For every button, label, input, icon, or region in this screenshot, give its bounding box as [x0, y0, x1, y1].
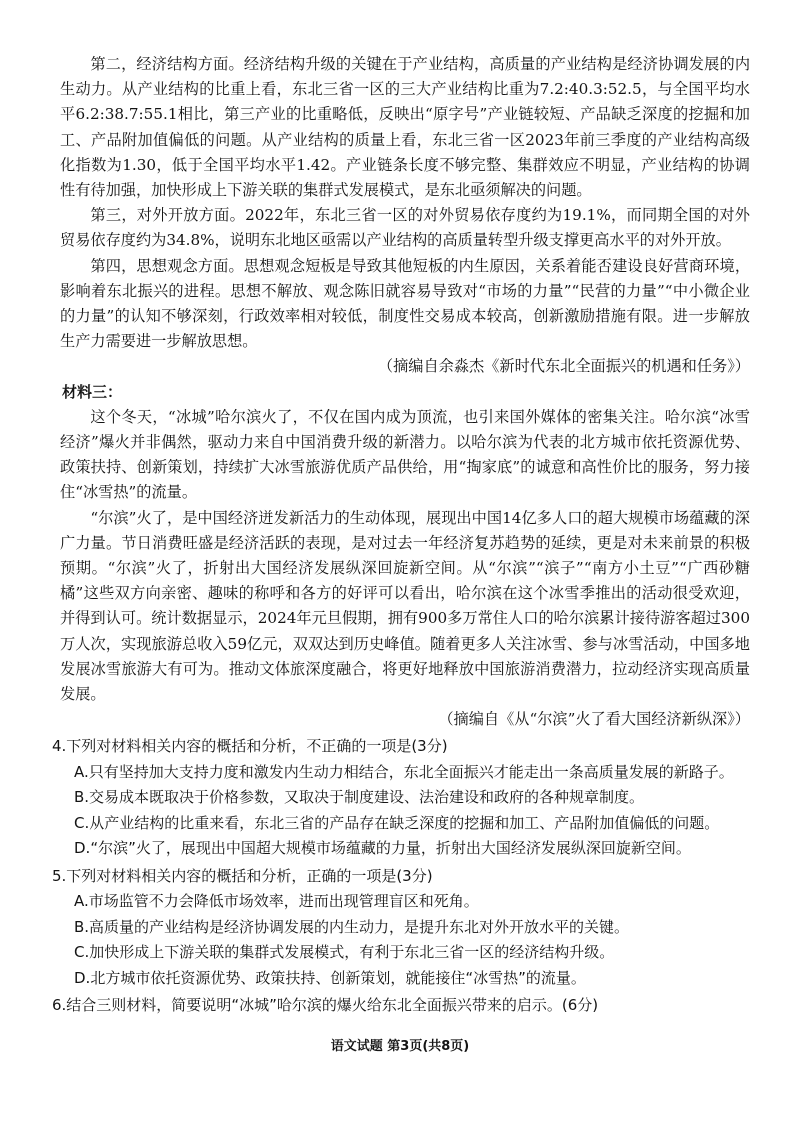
option-d[interactable]: D.北方城市依托资源优势、政策扶持、创新策划，就能接住“冰雪热”的流量。	[74, 968, 586, 987]
material-three-heading: 材料三：	[62, 382, 123, 401]
option-b[interactable]: B.交易成本既取决于价格参数，又取决于制度建设、法治建设和政府的各种规章制度。	[74, 788, 645, 807]
paragraph-ideology: 第四，思想观念方面。思想观念短板是导致其他短板的内生原因，关系着能否建设良好营商环境，影响着东北振兴的进程。思想不解放、观念陈旧就容易导致对“市场的力量”“民营的力量”“中小微企业的力量”的认知不够深刻，行政效率相对较低，制度性交易成本较高，创新激励措施有限。进一步解放生产力需要进一步解放思想。	[60, 256, 750, 351]
option-d[interactable]: D.“尔滨”火了，展现出中国超大规模市场蕴藏的力量，折射出大国经济发展纵深回旋新空间。	[74, 839, 691, 858]
question-5	[52, 864, 750, 992]
option-a[interactable]: A.只有坚持加大支持力度和激发内生动力相结合，东北全面振兴才能走出一条高质量发展的新路子。	[74, 762, 734, 781]
question-4	[52, 734, 750, 862]
exam-page	[52, 52, 750, 1019]
paragraph-opening-up: 第三，对外开放方面。2022年，东北三省一区的对外贸易依存度约为19.1%，而同期全国的对外贸易依存度约为34.8%，说明东北地区亟需以产业结构的高质量转型升级支撑更高水平的对外开放。	[60, 206, 750, 250]
material-three	[60, 380, 750, 733]
material-three-source: （摘编自《从“尔滨”火了看大国经济新纵深》）	[438, 710, 750, 729]
question-6	[52, 993, 750, 1019]
paragraph-erbin: “尔滨”火了，是中国经济迸发新活力的生动体现，展现出中国14亿多人口的超大规模市场蕴藏的深广力量。节日消费旺盛是经济活跃的表现，是对过去一年经济复苏趋势的延续，更是对未来前景的积极预期。“尔滨”火了，折射出大国经济发展纵深回旋新空间。从“尔滨”“滨子”“南方小土豆”“广西砂糖橘”这些双方向亲密、趣味的称呼和各方的好评可以看出，哈尔滨在这个冰雪季推出的活动很受欢迎，并得到认可。统计数据显示，2024年元旦假期，拥有900多万常住人口的哈尔滨累计接待游客超过300万人次，实现旅游总收入59亿元，双双达到历史峰值。随着更多人关注冰雪、参与冰雪活动，中国多地发展冰雪旅游大有可为。推动文体旅深度融合，将更好地释放中国旅游消费潜力，拉动经济实现高质量发展。	[60, 508, 750, 704]
option-c[interactable]: C.从产业结构的比重来看，东北三省的产品存在缺乏深度的挖掘和加工、产品附加值偏低的问题。	[74, 813, 720, 832]
questions	[52, 734, 750, 1019]
material-two-continued	[60, 52, 750, 380]
paragraph-ice-city: 这个冬天，“冰城”哈尔滨火了，不仅在国内成为顶流，也引来国外媒体的密集关注。哈尔滨“冰雪经济”爆火并非偶然，驱动力来自中国消费升级的新潜力。以哈尔滨为代表的北方城市依托资源优势、政策扶持、创新策划，持续扩大冰雪旅游优质产品供给，用“掏家底”的诚意和高性价比的服务，努力接住“冰雪热”的流量。	[60, 407, 750, 502]
option-a[interactable]: A.市场监管不力会降低市场效率，进而出现管理盲区和死角。	[74, 892, 479, 911]
option-b[interactable]: B.高质量的产业结构是经济协调发展的内生动力，是提升东北对外开放水平的关键。	[74, 917, 630, 936]
question-stem: 4.下列对材料相关内容的概括和分析，不正确的一项是(3分)	[52, 737, 448, 756]
page-footer: 语文试题 第3页(共8页)	[330, 1039, 470, 1054]
question-stem: 6.结合三则材料，简要说明“冰城”哈尔滨的爆火给东北全面振兴带来的启示。(6分)	[52, 996, 599, 1015]
question-stem: 5.下列对材料相关内容的概括和分析，正确的一项是(3分)	[52, 866, 433, 885]
option-c[interactable]: C.加快形成上下游关联的集群式发展模式，有利于东北三省一区的经济结构升级。	[74, 943, 615, 962]
material-two-source: （摘编自余淼杰《新时代东北全面振兴的机遇和任务》）	[377, 357, 750, 376]
paragraph-economic-structure: 第二，经济结构方面。经济结构升级的关键在于产业结构，高质量的产业结构是经济协调发展的内生动力。从产业结构的比重上看，东北三省一区的三大产业结构比重为7.2:40.3:52.5，与全国平均水平6.2:38.7:55.1相比，第三产业的比重略低，反映出“原字号”产业链较短、产品缺乏深度的挖掘和加工、产品附加值偏低的问题。从产业结构的质量上看，东北三省一区2023年前三季度的产业结构高级化指数为1.30，低于全国平均水平1.42。产业链条长度不够完整、集群效应不明显，产业结构的协调性有待加强，加快形成上下游关联的集群式发展模式，是东北亟须解决的问题。	[60, 55, 750, 200]
